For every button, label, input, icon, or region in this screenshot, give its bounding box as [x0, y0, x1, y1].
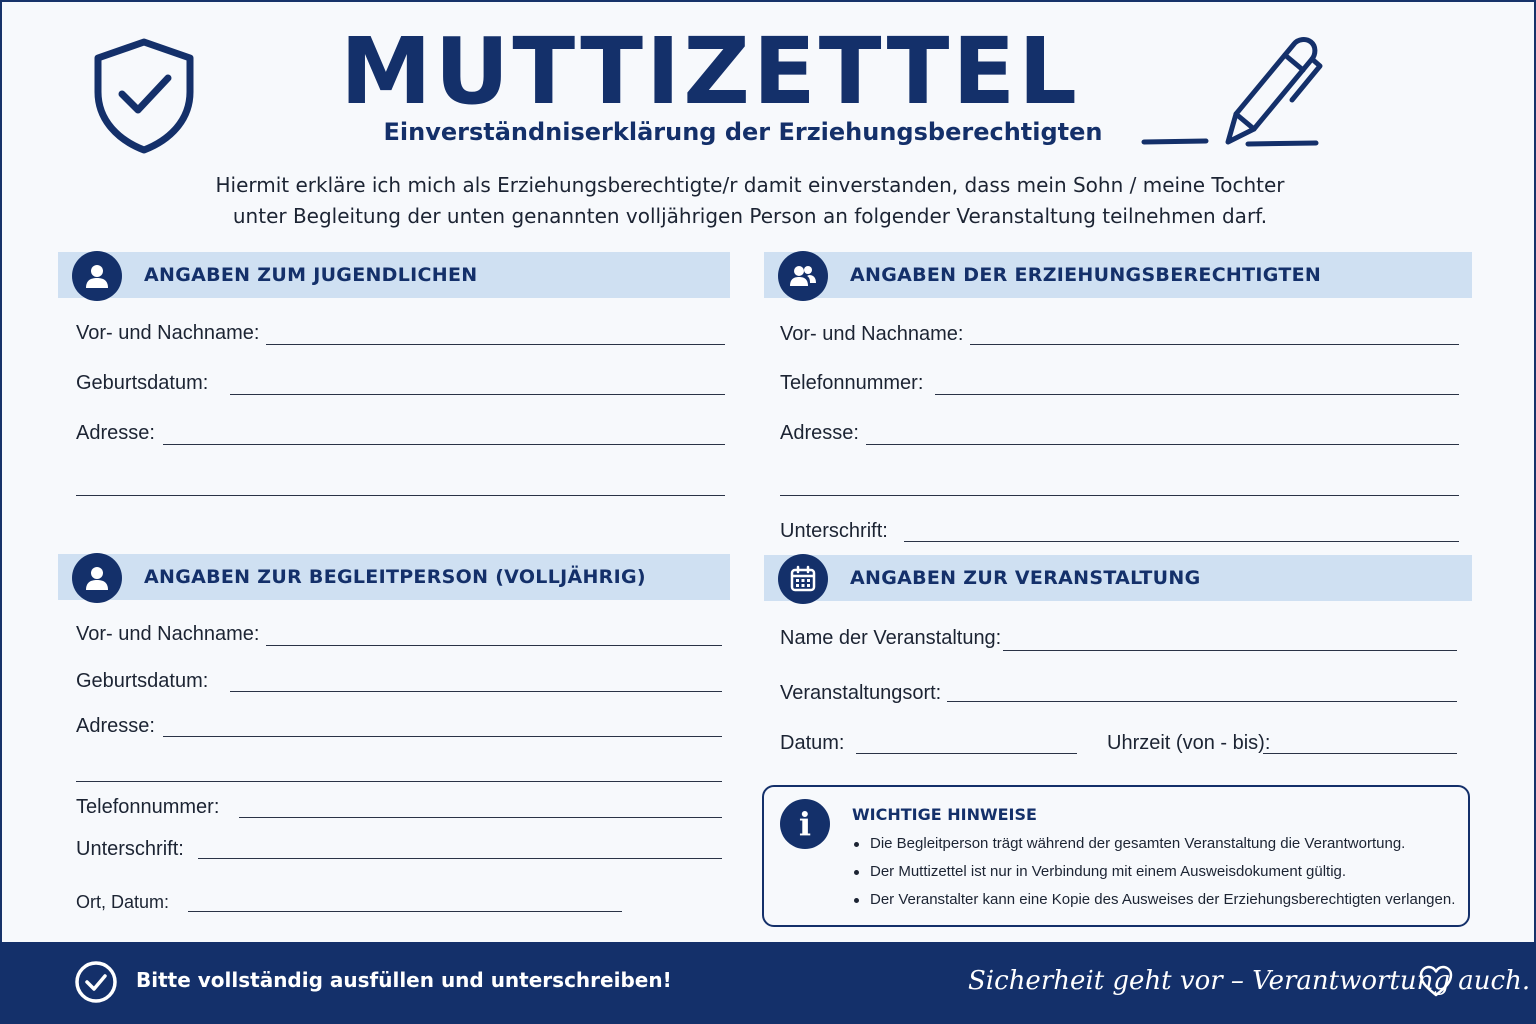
info-icon: i	[780, 799, 830, 849]
section-guardians-header	[764, 252, 1472, 298]
companion-name-field[interactable]	[266, 645, 722, 646]
youth-address-field[interactable]	[163, 444, 725, 445]
guardians-name-field[interactable]	[970, 344, 1459, 345]
youth-name-label: Vor- und Nachname:	[76, 322, 260, 344]
event-location-field[interactable]	[947, 701, 1457, 702]
companion-phone-label: Telefonnummer:	[76, 796, 220, 818]
check-circle-icon	[74, 960, 118, 1004]
event-date-label: Datum:	[780, 732, 845, 754]
footer-instruction: Bitte vollständig ausfüllen und unterschreiben!	[136, 968, 672, 992]
section-companion-header	[58, 554, 730, 600]
youth-address-field-2[interactable]	[76, 495, 725, 496]
notes-list	[852, 833, 1455, 917]
guardians-signature-field[interactable]	[904, 541, 1459, 542]
people-icon	[778, 251, 828, 301]
companion-place-date-label: Ort, Datum:	[76, 892, 170, 912]
companion-name-label: Vor- und Nachname:	[76, 623, 260, 645]
guardians-address-label: Adresse:	[780, 422, 859, 444]
heart-icon	[1418, 964, 1454, 998]
pen-signature-icon	[1140, 30, 1330, 155]
companion-signature-label: Unterschrift:	[76, 838, 184, 860]
guardians-phone-label: Telefonnummer:	[780, 372, 924, 394]
youth-address-label: Adresse:	[76, 422, 155, 444]
person-icon	[72, 553, 122, 603]
event-date-field[interactable]	[856, 753, 1077, 754]
event-name-label: Name der Veranstaltung:	[780, 627, 1002, 649]
section-companion-title: ANGABEN ZUR BEGLEITPERSON (VOLLJÄHRIG)	[144, 566, 646, 588]
section-youth-title: ANGABEN ZUM JUGENDLICHEN	[144, 264, 478, 286]
companion-signature-field[interactable]	[198, 858, 722, 859]
companion-birthdate-label: Geburtsdatum:	[76, 670, 209, 692]
companion-address-field[interactable]	[163, 736, 722, 737]
companion-address-label: Adresse:	[76, 715, 155, 737]
guardians-address-field[interactable]	[866, 444, 1459, 445]
section-guardians-title: ANGABEN DER ERZIEHUNGSBERECHTIGTEN	[850, 264, 1322, 286]
event-time-field[interactable]	[1263, 753, 1457, 754]
list-item: Der Muttizettel ist nur in Verbindung mit einem Ausweisdokument gültig.	[852, 861, 1455, 889]
youth-birthdate-field[interactable]	[230, 394, 725, 395]
list-item: Der Veranstalter kann eine Kopie des Ausweises der Erziehungsberechtigten verlangen.	[852, 889, 1455, 917]
person-icon	[72, 251, 122, 301]
youth-name-field[interactable]	[266, 344, 725, 345]
section-youth-header	[58, 252, 730, 298]
page-subtitle: Einverständniserklärung der Erziehungsberechtigten	[383, 118, 1103, 146]
list-item: Die Begleitperson trägt während der gesamten Veranstaltung die Verantwortung.	[852, 833, 1455, 861]
footer-bar	[0, 942, 1536, 1024]
section-event-header	[764, 555, 1472, 601]
companion-phone-field[interactable]	[239, 817, 722, 818]
intro-line-2: unter Begleitung der unten genannten volljährigen Person an folgender Veranstaltung teilnehmen darf.	[232, 204, 1268, 228]
event-name-field[interactable]	[1003, 650, 1457, 651]
companion-birthdate-field[interactable]	[230, 691, 722, 692]
section-event-title: ANGABEN ZUR VERANSTALTUNG	[850, 567, 1201, 589]
event-location-label: Veranstaltungsort:	[780, 682, 942, 704]
footer-slogan: Sicherheit geht vor – Verantwortung auch.	[968, 966, 1531, 996]
guardians-phone-field[interactable]	[935, 394, 1459, 395]
intro-text	[0, 170, 1500, 232]
calendar-icon	[778, 554, 828, 604]
notes-title: WICHTIGE HINWEISE	[852, 805, 1037, 824]
guardians-name-label: Vor- und Nachname:	[780, 323, 964, 345]
youth-birthdate-label: Geburtsdatum:	[76, 372, 209, 394]
guardians-address-field-2[interactable]	[780, 495, 1459, 496]
important-notes-box	[762, 785, 1470, 927]
companion-place-date-field[interactable]	[188, 911, 622, 912]
companion-address-field-2[interactable]	[76, 781, 722, 782]
guardians-signature-label: Unterschrift:	[780, 520, 888, 542]
page-title: MUTTIZETTEL	[340, 18, 1080, 125]
event-time-label: Uhrzeit (von - bis):	[1107, 732, 1271, 754]
intro-line-1: Hiermit erkläre ich mich als Erziehungsberechtigte/r damit einverstanden, dass mein Sohn / meine Tochter	[215, 173, 1285, 197]
